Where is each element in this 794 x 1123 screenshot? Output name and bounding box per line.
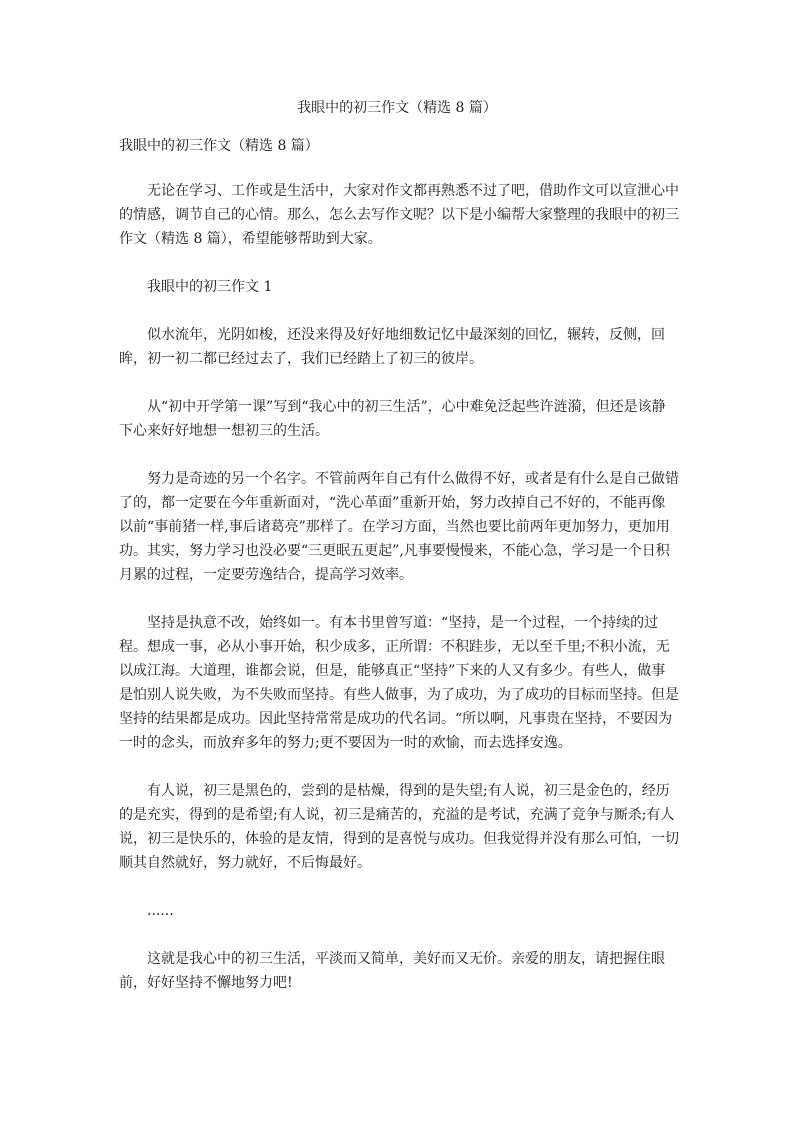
- spacer: [119, 923, 679, 947]
- spacer: [119, 443, 679, 467]
- spacer: [119, 251, 679, 275]
- document-title: 我眼中的初三作文（精选 8 篇）: [297, 100, 497, 116]
- spacer: [119, 755, 679, 779]
- document-body: [119, 134, 679, 995]
- body-paragraph: 从“初中开学第一课”写到“我心中的初三生活”，心中难免泛起些许涟漪，但还是该静下心来好好地想一想初三的生活。: [119, 399, 666, 439]
- spacer: [119, 587, 679, 611]
- section-heading: 我眼中的初三作文 1: [147, 279, 273, 295]
- spacer: [119, 158, 679, 179]
- ellipsis-paragraph: ......: [147, 903, 174, 919]
- spacer: [119, 371, 679, 395]
- document-subtitle: 我眼中的初三作文（精选 8 篇）: [119, 138, 319, 154]
- intro-paragraph: 无论在学习、工作或是生活中，大家对作文都再熟悉不过了吧，借助作文可以宣泄心中的情感，调节自己的心情。那么，怎么去写作文呢？以下是小编帮大家整理的我眼中的初三作文（精选 8 篇），希望能够帮助到大家。: [119, 183, 679, 247]
- body-paragraph: 有人说，初三是黑色的，尝到的是枯燥，得到的是失望;有人说，初三是金色的，经历的是充实，得到的是希望;有人说，初三是痛苦的，充溢的是考试，充满了竞争与厮杀;有人说，初三是快乐的，体验的是友情，得到的是喜悦与成功。但我觉得并没有那么可怕，一切顺其自然就好，努力就好，不后悔最好。: [119, 783, 679, 871]
- spacer: [119, 875, 679, 899]
- body-paragraph: 坚持是执意不改，始终如一。有本书里曾写道：“坚持，是一个过程，一个持续的过程。想成一事，必从小事开始，积少成多，正所谓：不积跬步，无以至千里;不积小流，无以成江海。大道理，谁都会说，但是，能够真正“坚持”下来的人又有多少。有些人，做事是怕别人说失败，为不失败而坚持。有些人做事，为了成功，为了成功的目标而坚持。但是坚持的结果都是成功。因此坚持常常是成功的代名词。“所以啊，凡事贵在坚持，不要因为一时的念头，而放弃多年的努力;更不要因为一时的欢愉，而去选择安逸。: [119, 615, 679, 751]
- spacer: [119, 299, 679, 323]
- body-paragraph: 似水流年，光阴如梭，还没来得及好好地细数记忆中最深刻的回忆，辗转，反侧，回眸，初一初二都已经过去了，我们已经踏上了初三的彼岸。: [119, 327, 665, 367]
- closing-paragraph: 这就是我心中的初三生活，平淡而又简单，美好而又无价。亲爱的朋友，请把握住眼前，好好坚持不懈地努力吧!: [119, 951, 665, 991]
- body-paragraph: 努力是奇迹的另一个名字。不管前两年自己有什么做得不好，或者是有什么是自己做错了的，都一定要在今年重新面对，“洗心革面”重新开始，努力改掉自己不好的，不能再像以前“事前猪一样,事后诸葛亮”那样了。在学习方面，当然也要比前两年更加努力，更加用功。其实，努力学习也没必要“三更眠五更起”,凡事要慢慢来，不能心急，学习是一个日积月累的过程，一定要劳逸结合，提高学习效率。: [119, 471, 679, 583]
